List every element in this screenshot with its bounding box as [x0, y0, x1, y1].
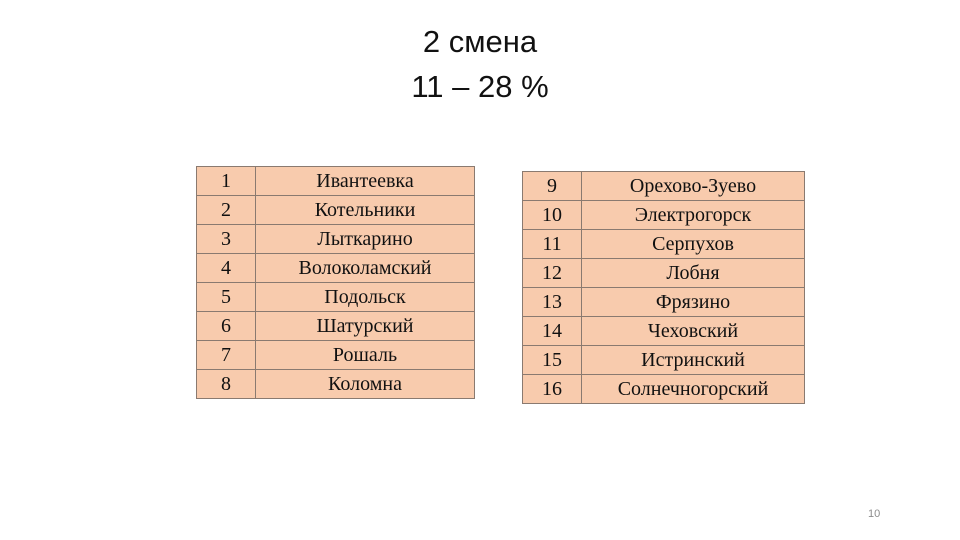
- city-name: Лобня: [582, 259, 805, 288]
- table-row: [197, 341, 475, 370]
- city-name: Серпухов: [582, 230, 805, 259]
- table-row: [523, 375, 805, 404]
- table-row: [197, 225, 475, 254]
- city-name: Коломна: [256, 370, 475, 399]
- row-number: 16: [523, 375, 582, 404]
- city-name: Шатурский: [256, 312, 475, 341]
- table-row: [523, 346, 805, 375]
- city-name: Солнечногорский: [582, 375, 805, 404]
- slide-subtitle: 11 – 28 %: [411, 69, 549, 104]
- row-number: 3: [197, 225, 256, 254]
- city-name: Лыткарино: [256, 225, 475, 254]
- row-number: 8: [197, 370, 256, 399]
- table-row: [523, 259, 805, 288]
- table-row: [197, 312, 475, 341]
- city-name: Ивантеевка: [256, 167, 475, 196]
- row-number: 9: [523, 172, 582, 201]
- city-name: Котельники: [256, 196, 475, 225]
- table-row: [197, 254, 475, 283]
- slide-number: 10: [868, 508, 881, 520]
- row-number: 11: [523, 230, 582, 259]
- table-row: [197, 196, 475, 225]
- row-number: 12: [523, 259, 582, 288]
- row-number: 5: [197, 283, 256, 312]
- table-row: [523, 201, 805, 230]
- city-name: Истринский: [582, 346, 805, 375]
- row-number: 14: [523, 317, 582, 346]
- city-name: Чеховский: [582, 317, 805, 346]
- row-number: 13: [523, 288, 582, 317]
- right-city-table: [522, 171, 805, 404]
- table-row: [523, 172, 805, 201]
- row-number: 15: [523, 346, 582, 375]
- table-row: [523, 317, 805, 346]
- slide-title: 2 смена: [422, 24, 538, 59]
- row-number: 2: [197, 196, 256, 225]
- table-row: [197, 283, 475, 312]
- table-row: [197, 370, 475, 399]
- row-number: 1: [197, 167, 256, 196]
- table-row: [197, 167, 475, 196]
- table-row: [523, 288, 805, 317]
- table-row: [523, 230, 805, 259]
- city-name: Рошаль: [256, 341, 475, 370]
- city-name: Волоколамский: [256, 254, 475, 283]
- city-name: Подольск: [256, 283, 475, 312]
- city-name: Орехово-Зуево: [582, 172, 805, 201]
- row-number: 10: [523, 201, 582, 230]
- row-number: 6: [197, 312, 256, 341]
- left-city-table: [196, 166, 475, 399]
- city-name: Фрязино: [582, 288, 805, 317]
- city-name: Электрогорск: [582, 201, 805, 230]
- row-number: 4: [197, 254, 256, 283]
- row-number: 7: [197, 341, 256, 370]
